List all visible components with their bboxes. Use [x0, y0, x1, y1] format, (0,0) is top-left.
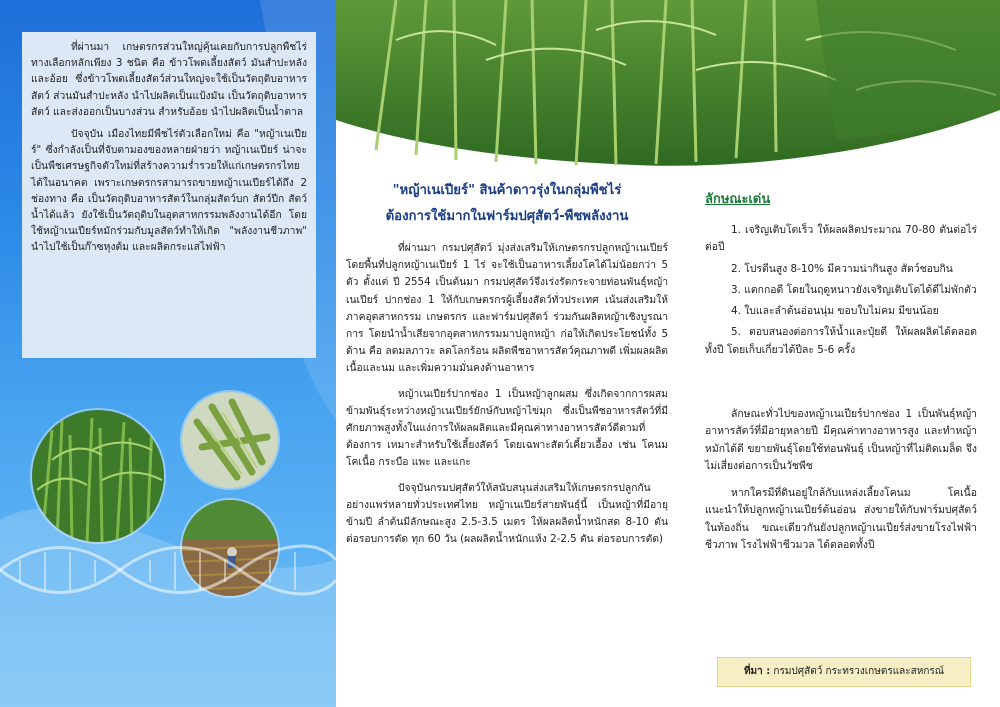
napier-cuttings-photo: [182, 392, 278, 488]
article-paragraph-1: ที่ผ่านมา กรมปศุสัตว์ มุ่งส่งเสริมให้เกษตรกรปลูกหญ้าเนเปียร์ โดยพื้นที่ปลูกหญ้าเนเปียร์ 1 ไร่ จะใช้เป็นอาหารเลี้ยงโคได้ไม่น้อยกว่า 5 ตัว ตั้งแต่ ปี 2554 เป็นต้นมา กรมปศุสัตว์จึงเร่งรัดกระจายท่อนพันธุ์หญ้าเนเปียร์ ปากช่อง 1 ให้กับเกษตรกรผู้เลี้ยงสัตว์ทั่วประเทศ เน้นส่งเสริมให้ภาคอุตสาหกรรม เกษตรกร และฟาร์มปศุสัตว์ ร่วมกันผลิตหญ้าเชิงบูรณาการ โดยนำน้ำเสียจากอุตสาหกรรมมาปลูกหญ้า ก่อให้เกิดประโยชน์ทั้ง 5 ด้าน คือ ลดมลภาวะ ลดโลกร้อน ผลิตพืชอาหารสัตว์คุณภาพดี เพิ่มผลผลิตเนื้อและนม และเพิ่มความมั่นคงด้านอาหาร: [346, 242, 668, 375]
intro-paragraph-2: ปัจจุบัน เมืองไทยมีพืชไร่ตัวเลือกใหม่ คือ "หญ้าเนเปียร์" ซึ่งกำลังเป็นที่จับตามองของหลายฝ่ายว่า หญ้าเนเปียร์ น่าจะเป็นพืชเศรษฐกิจตัวใหม่ที่สร้างความร่ำรวยให้แก่เกษตรกรไทยได้ในอนาคต เพราะเกษตรกรสามารถขายหญ้าเนเปียร์ได้ถึง 2 ช่องทาง คือ เป็นวัตถุดิบอาหารสัตว์ในกลุ่มสัตว์บก สัตว์ปีก สัตว์น้ำได้แล้ว ยังใช้เป็นวัตถุดิบในอุตสาหกรรมพลังงานได้อีก โดยใช้หญ้าเนเปียร์หมักร่วมกับมูลสัตว์ทำให้เกิด "พลังงานชีวภาพ" นำไปใช้เป็นก๊าซหุงต้ม และผลิตกระแสไฟฟ้า: [31, 128, 307, 254]
intro-textbox: [22, 32, 316, 358]
features-heading: ลักษณะเด่น: [705, 192, 771, 207]
feature-item: 2. โปรตีนสูง 8-10% มีความน่ากินสูง สัตว์ชอบกิน: [731, 262, 953, 275]
left-panel: [0, 0, 336, 707]
article-title-line-1: "หญ้าเนเปียร์" สินค้าดาวรุ่งในกลุ่มพืชไร่: [392, 183, 622, 198]
feature-item: 4. ใบและลำต้นอ่อนนุ่ม ขอบใบไม่คม มีขนน้อย: [731, 305, 939, 318]
source-text: กรมปศุสัตว์ กระทรวงเกษตรและสหกรณ์: [773, 666, 945, 677]
grass-field-banner: [336, 0, 1000, 168]
general-paragraph-1: ลักษณะทั่วไปของหญ้าเนเปียร์ปากช่อง 1 เป็นพันธุ์หญ้าอาหารสัตว์ที่มีอายุหลายปี มีคุณค่าทางอาหารสูง และทำหญ้าหมักได้ดี ขยายพันธุ์โดยใช้ท่อนพันธุ์ เป็นหญ้าที่ไม่ติดเมล็ด จึงไม่เสี่ยงต่อการเป็นวัชพืช: [705, 408, 977, 472]
source-label: ที่มา :: [743, 666, 771, 677]
feature-item: 5. ตอบสนองต่อการให้น้ำและปุ๋ยดี ให้ผลผลิตได้ตลอดทั้งปี โดยเก็บเกี่ยวได้ปีละ 5-6 ครั้ง: [705, 326, 977, 356]
general-info: [705, 406, 977, 564]
general-paragraph-2: หากใครมีที่ดินอยู่ใกล้กับแหล่งเลี้ยงโคนม โคเนื้อ แนะนำให้ปลูกหญ้าเนเปียร์ต้นอ่อน ส่งขายให้กับฟาร์มปศุสัตว์ในท้องถิ่น ขณะเดียวกันยังปลูกหญ้าเนเปียร์ส่งขายโรงไฟฟ้าชีวภาพ โรงไฟฟ้าชีวมวล ได้ตลอดทั้งปี: [705, 487, 977, 552]
article-body: [346, 240, 668, 556]
intro-paragraph-1: ที่ผ่านมา เกษตรกรส่วนใหญ่คุ้นเคยกับการปลูกพืชไร่ทางเลือกหลักเพียง 3 ชนิด คือ ข้าวโพดเลี้ยงสัตว์ มันสำปะหลัง และอ้อย ซึ่งข้าวโพดเลี้ยงสัตว์ส่วนใหญ่จะใช้เป็นวัตถุดิบอาหารสัตว์ ส่วนมันสำปะหลัง นำไปผลิตเป็นแป้งมัน เป็นวัตถุดิบอาหารสัตว์ และส่งออกเป็นบางส่วน สำหรับอ้อย นำไปผลิตเป็นน้ำตาล: [31, 41, 307, 118]
feature-item: 3. แตกกอดี โดยในฤดูหนาวยังเจริญเติบโตได้ดีไม่พักตัว: [731, 283, 977, 296]
article-paragraph-3: ปัจจุบันกรมปศุสัตว์ให้สนับสนุนส่งเสริมให้เกษตรกรปลูกกันอย่างแพร่หลายทั่วประเทศไทย หญ้าเนเปียร์สายพันธุ์นี้ เป็นหญ้าที่มีอายุข้ามปี ลำต้นมีลักษณะสูง 2.5-3.5 เมตร ให้ผลผลิตน้ำหนักสด 8-10 ตัน ต่อรอบการตัด ทุก 60 วัน (ผลผลิตน้ำหนักแห้ง 2-2.5 ตัน ต่อรอบการตัด): [346, 481, 668, 546]
dna-helix-graphic: [0, 530, 336, 707]
source-box: [717, 657, 971, 687]
feature-item: 1. เจริญเติบโตเร็ว ให้ผลผลิตประมาณ 70-80 ตันต่อไร่ ต่อปี: [705, 224, 977, 254]
features-list: [705, 222, 977, 363]
article-title-line-2: ต้องการใช้มากในฟาร์มปศุสัตว์-พืชพลังงาน: [385, 209, 629, 224]
article-title: [346, 178, 668, 230]
article-paragraph-2: หญ้าเนเปียร์ปากช่อง 1 เป็นหญ้าลูกผสม ซึ่งเกิดจากการผสมข้ามพันธุ์ระหว่างหญ้าเนเปียร์ยักษ์กับหญ้าไข่มุก ซึ่งเป็นพืชอาหารสัตว์ที่มีศักยภาพสูงทั้งในแง่การให้ผลผลิตและมีคุณค่าทางอาหารสัตว์ดีตามที่ต้องการ เหมาะสำหรับใช้เลี้ยงสัตว์ โดยเฉพาะสัตว์เคี้ยวเอื้อง เช่น โคนม โคเนื้อ กระบือ แพะ และแกะ: [346, 387, 668, 469]
napier-field-photo: [32, 410, 164, 542]
